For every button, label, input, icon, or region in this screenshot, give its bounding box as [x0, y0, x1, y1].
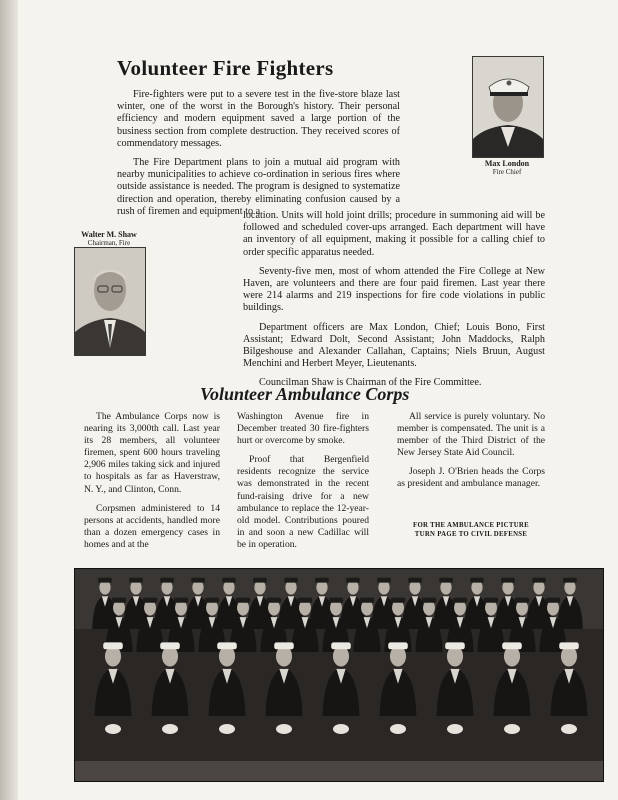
ambulance-note-line-1: FOR THE AMBULANCE PICTURE: [413, 522, 529, 529]
fire-main-column: [243, 210, 545, 390]
fire-paragraph-1: Fire-fighters were put to a severe test in the five-store blaze last winter, one of the worst in the Borough's history. Their personal efficiency and modern equipment saved a large portion of the business section from complete destruction. They received scores of commendatory messages.: [117, 89, 400, 149]
chairman-name: Walter M. Shaw: [81, 230, 137, 239]
group-photo-figures: [75, 569, 603, 781]
firemen-group-photo: [74, 568, 604, 782]
ambulance-column-3: [397, 411, 545, 498]
glove-mark: [105, 724, 121, 734]
chairman-caption: [63, 230, 155, 248]
chief-name: Max London: [484, 159, 530, 168]
fire-paragraph-5: Councilman Shaw is Chairman of the Fire Committee.: [259, 377, 482, 389]
chief-role: Fire Chief: [492, 168, 522, 176]
glove-mark: [333, 724, 349, 734]
ambulance-column-2: [237, 411, 369, 558]
ambulance-note-line-2: TURN PAGE TO CIVIL DEFENSE: [414, 530, 528, 538]
ambulance-col1-paragraph-2: Corpsmen administered to 14 persons at accidents, handled more than a dozen emergency cases in homes and at the: [84, 502, 220, 550]
glove-mark: [504, 724, 520, 734]
chairman-role: Chairman, Fire: [87, 239, 131, 247]
page-binding-edge: [0, 0, 18, 800]
fire-paragraph-2a: The Fire Department plans to join a mutual aid program with nearby municipalities to achieve co-ordination in serious fires where outside assistance is needed. The program is designed to systematize direction and operation, thereby eliminating confusion caused by a rush of firemen and equipment to a: [117, 157, 400, 217]
chairman-portrait: [74, 247, 146, 356]
ambulance-col3-paragraph-2: Joseph J. O'Brien heads the Corps as president and ambulance manager.: [397, 466, 545, 490]
fire-paragraph-4: Department officers are Max London, Chief; Louis Bono, First Assistant; Edward Dolt, Second Assistant; John Maddocks, Ralph Bilgeshouse and Alexander Callahan, Captains; Niels Bruun, August Menchini and Herbert Meyer, Lieutenants.: [243, 321, 545, 370]
ambulance-section-title: Volunteer Ambulance Corps: [200, 384, 410, 404]
glove-mark: [276, 724, 292, 734]
glove-mark: [162, 724, 178, 734]
ambulance-col1-paragraph-1: The Ambulance Corps now is nearing its 3,000th call. Last year its 28 members, all volunteer firemen, spent 600 hours traveling 2,906 miles taking sick and injured to hospitals as far as Haverstraw, N. Y., and Clinton, Conn.: [84, 411, 220, 495]
ambulance-col2-paragraph-2: Proof that Bergenfield residents recognize the service was demonstrated in the recent fund-raising drive for a new ambulance to replace the 12-year-old model. Contributions poured in and soon a new Cadillac will be in operation.: [237, 454, 369, 550]
glove-mark: [561, 724, 577, 734]
fire-section-title: Volunteer Fire Fighters: [117, 56, 334, 80]
glove-mark: [447, 724, 463, 734]
ambulance-col2-paragraph-1: Washington Avenue fire in December treated 30 fire-fighters hurt or overcome by smoke.: [237, 411, 369, 447]
chief-caption: [452, 159, 562, 177]
fire-intro-column: [117, 89, 400, 218]
fire-paragraph-3: Seventy-five men, most of whom attended the Fire College at New Haven, are volunteers and there are four paid firemen. Last year there were 214 alarms and 219 inspections for fire code violations in public buildings.: [243, 265, 545, 314]
glove-mark: [219, 724, 235, 734]
fire-paragraph-2b: location. Units will hold joint drills; procedure in summoning aid will be followed and scheduled cover-ups arranged. Each department will have an inventory of all equipment, making it possible for a calling chief to order specific apparatus needed.: [243, 210, 545, 258]
ambulance-col3-paragraph-1: All service is purely voluntary. No member is compensated. The unit is a member of the Third District of the New Jersey State Aid Council.: [397, 411, 545, 459]
chief-portrait: [472, 56, 544, 158]
ambulance-picture-note: [397, 522, 545, 539]
glove-mark: [390, 724, 406, 734]
ambulance-column-1: [84, 411, 220, 558]
